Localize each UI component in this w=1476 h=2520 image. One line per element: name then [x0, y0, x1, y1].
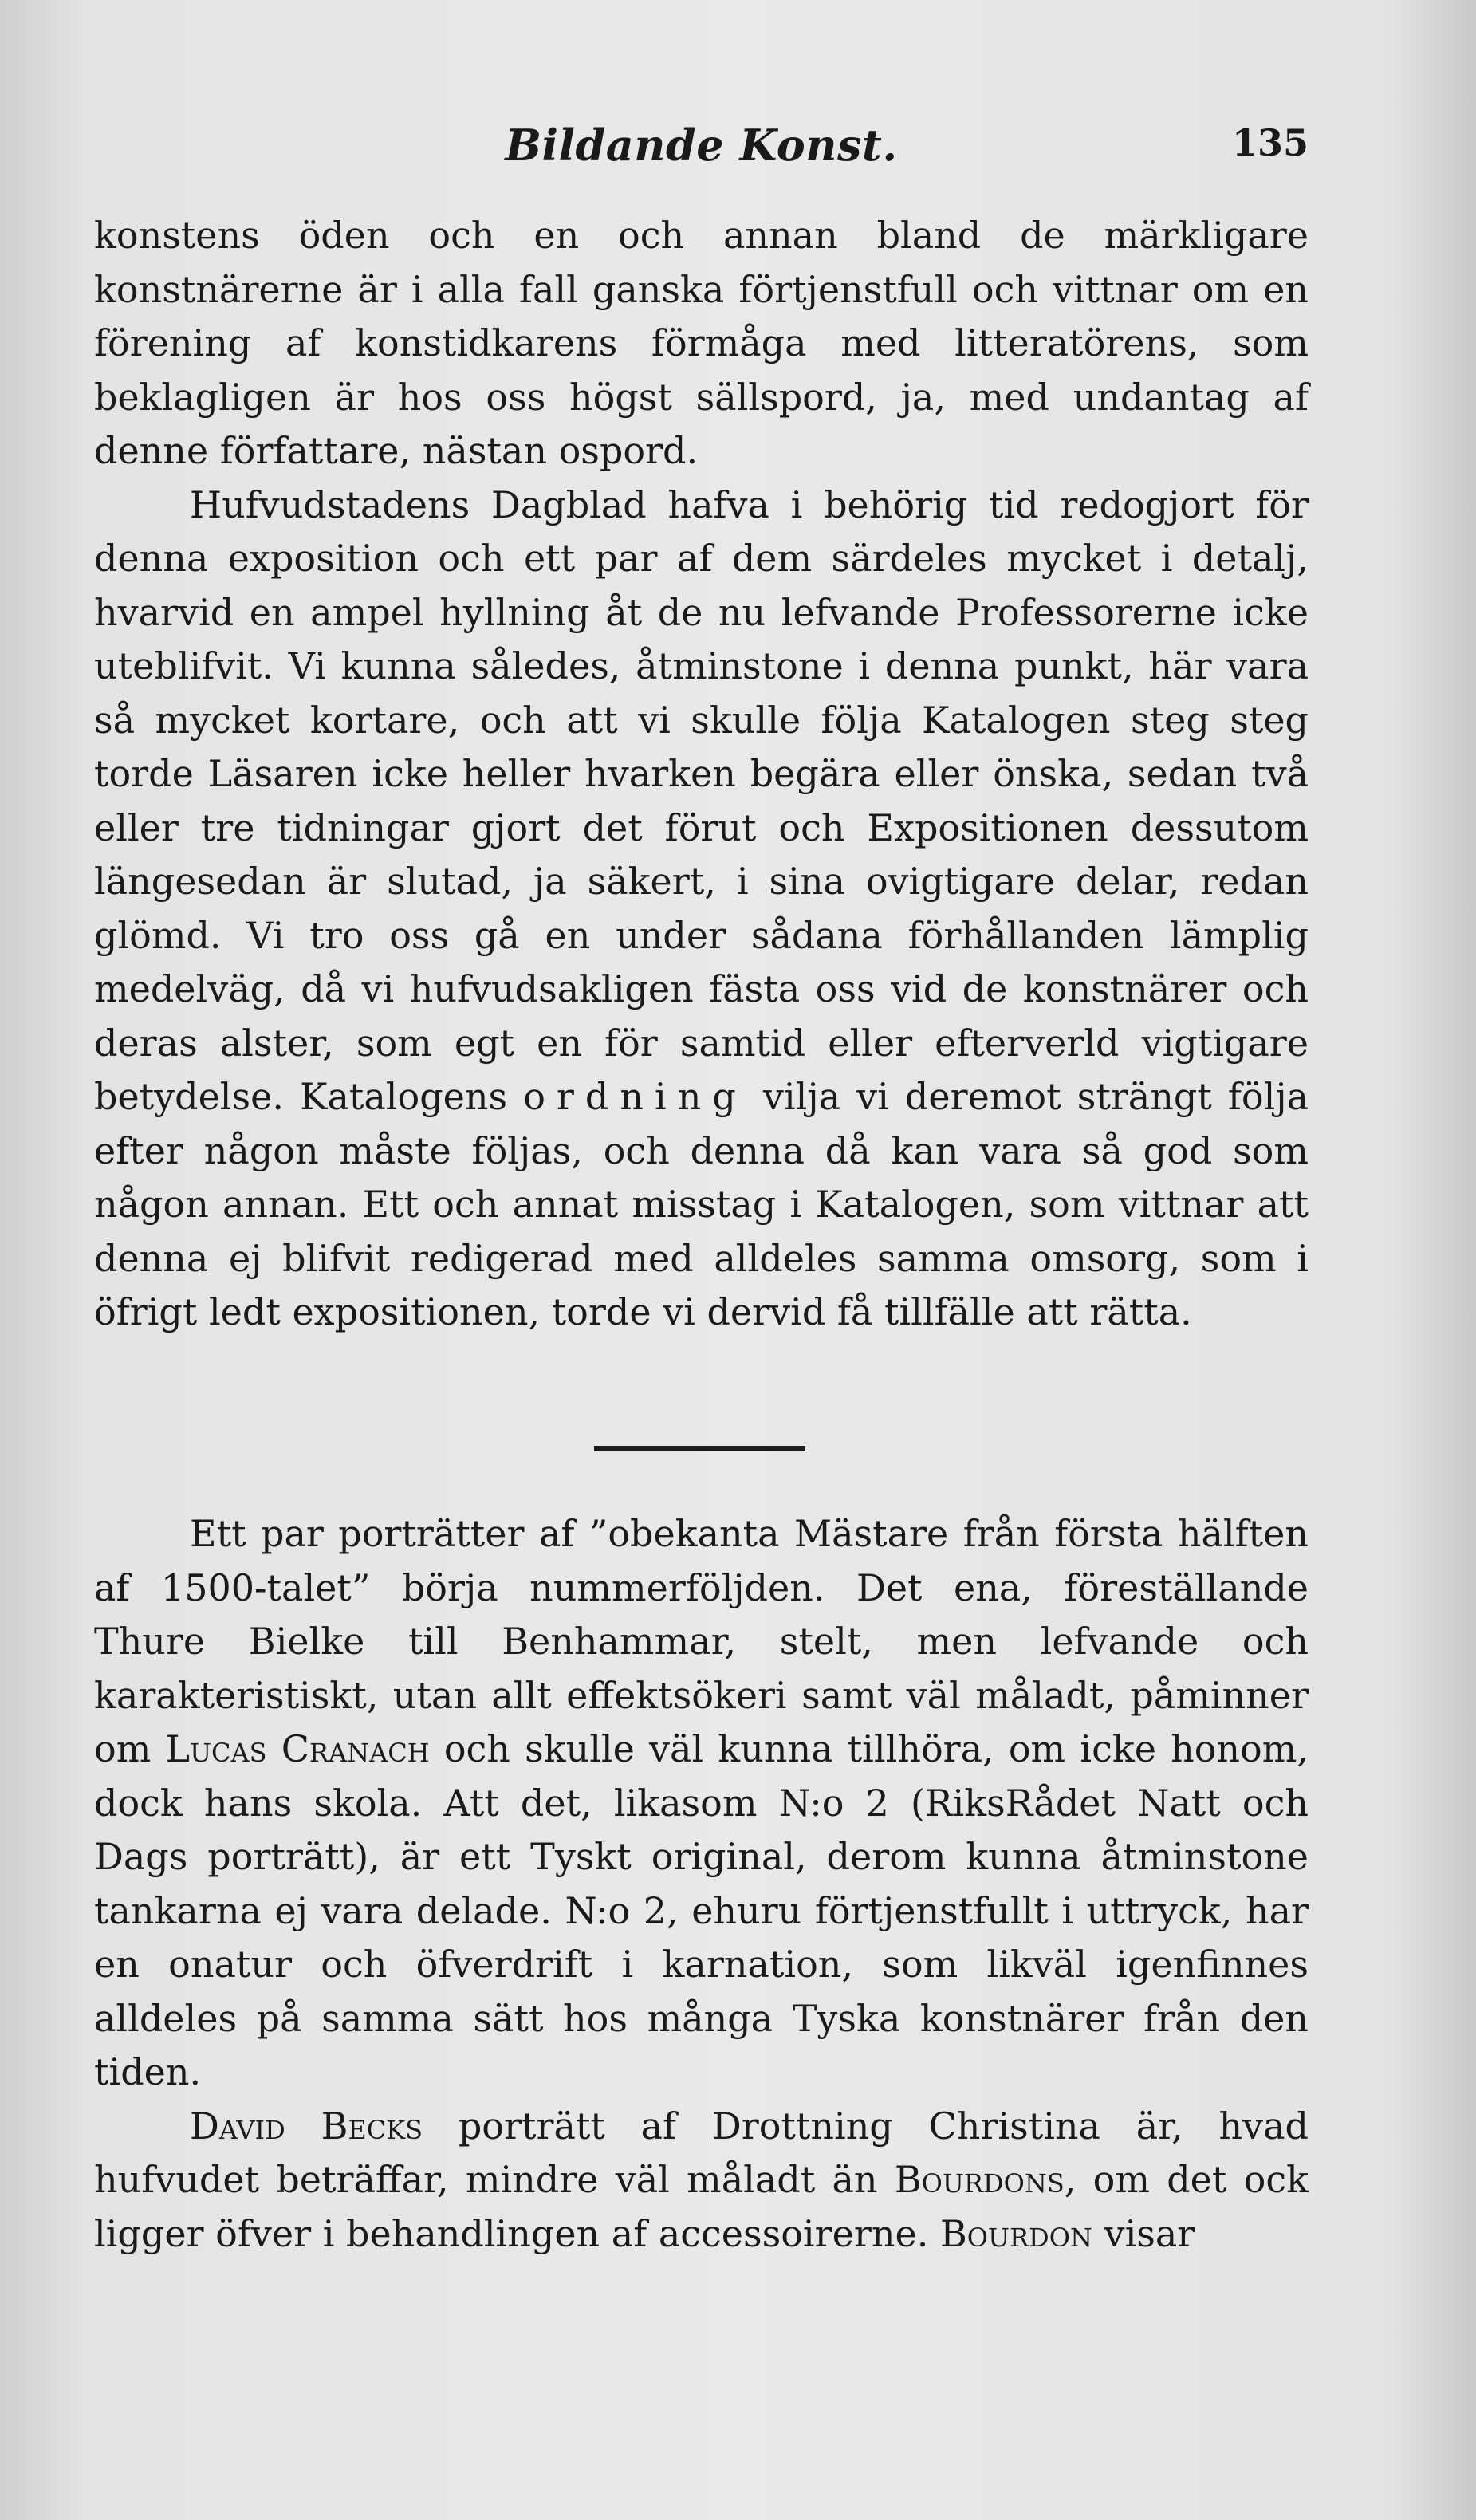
paragraph-text: Ett par porträtter af ”obekanta Mästare från första hälften af 1500-talet” börja nummerföljden. Det ena, föreställande Thure Bielke till Benhammar, stelt, men lefvande och karakteristiskt, utan allt effektsökeri samt väl måladt, påminner om: [94, 1512, 1309, 1770]
paragraph-dagblad: [94, 478, 1309, 1340]
section-divider: [594, 1446, 805, 1451]
paragraph-text: , om det ock ligger öfver i behandlingen af accessoirerne.: [94, 2158, 1309, 2255]
paragraph-david-beck: [94, 2100, 1309, 2262]
paragraph-text: Hufvudstadens Dagblad hafva i behörig tid redogjort för denna exposition och ett par af dem särdeles mycket i detalj, hvarvid en ampel hyllning åt de nu lefvande Professorerne icke uteblifvit. Vi kunna således, åtminstone i denna punkt, här vara så mycket kortare, och att vi skulle följa Katalogen steg steg torde Läsaren icke heller hvarken begära eller önska, sedan två eller tre tidningar gjort det förut och Expositionen dessutom längesedan är slutad, ja säkert, i sina ovigtigare delar, redan glömd. Vi tro oss gå en under sådana förhållanden lämplig medelväg, då vi hufvudsakligen fästa oss vid de konstnärer och deras alster, som egt en för samtid eller efterverld vigtigare betydelse. Katalogens: [94, 482, 1309, 1118]
paragraph-text: porträtt af Drottning Christina är, hvad hufvudet beträffar, mindre väl måladt än: [94, 2104, 1309, 2201]
artist-name-david-beck: David Becks: [190, 2104, 423, 2148]
paragraph-text: visar: [1104, 2211, 1195, 2255]
text-block-1: [94, 209, 1309, 1340]
paragraph-portraits: [94, 1507, 1309, 2100]
paragraph-text: vilja vi deremot strängt följa efter någon måste följas, och denna då kan vara så god som någon annan. Ett och annat misstag i Katalogen, som vittnar att denna ej blifvit redigerad med alldeles samma omsorg, som i öfrigt ledt expositionen, torde vi dervid få tillfälle att rätta.: [94, 1075, 1309, 1333]
page-header: [94, 120, 1309, 183]
artist-name-lucas-cranach: Lucas Cranach: [165, 1727, 430, 1770]
artist-name-bourdon: Bourdon: [939, 2211, 1092, 2255]
running-title: Bildande Konst.: [505, 120, 898, 171]
paragraph-text: och skulle väl kunna tillhöra, om icke honom, dock hans skola. Att det, likasom N:o 2 (RiksRådet Natt och Dags porträtt), är ett Tyskt original, derom kunna åtminstone tankarna ej vara delade. N:o 2, ehuru förtjenstfullt i uttryck, har en onatur och öfverdrift i karnation, som likväl igenfinnes alldeles på samma sätt hos många Tyska konstnärer från den tiden.: [94, 1727, 1309, 2093]
paragraph-continued: konstens öden och en och annan bland de märkligare konstnärerne är i alla fall ganska förtjenstfull och vittnar om en förening af konstidkarens förmåga med litteratörens, som beklagligen är hos oss högst sällspord, ja, med undantag af denne författare, nästan ospord.: [94, 214, 1309, 472]
artist-name-bourdons: Bourdons: [894, 2158, 1065, 2201]
text-block-2: [94, 1507, 1309, 2261]
spaced-word-ordning: ordning: [523, 1075, 747, 1118]
page-number: 135: [1231, 121, 1309, 164]
